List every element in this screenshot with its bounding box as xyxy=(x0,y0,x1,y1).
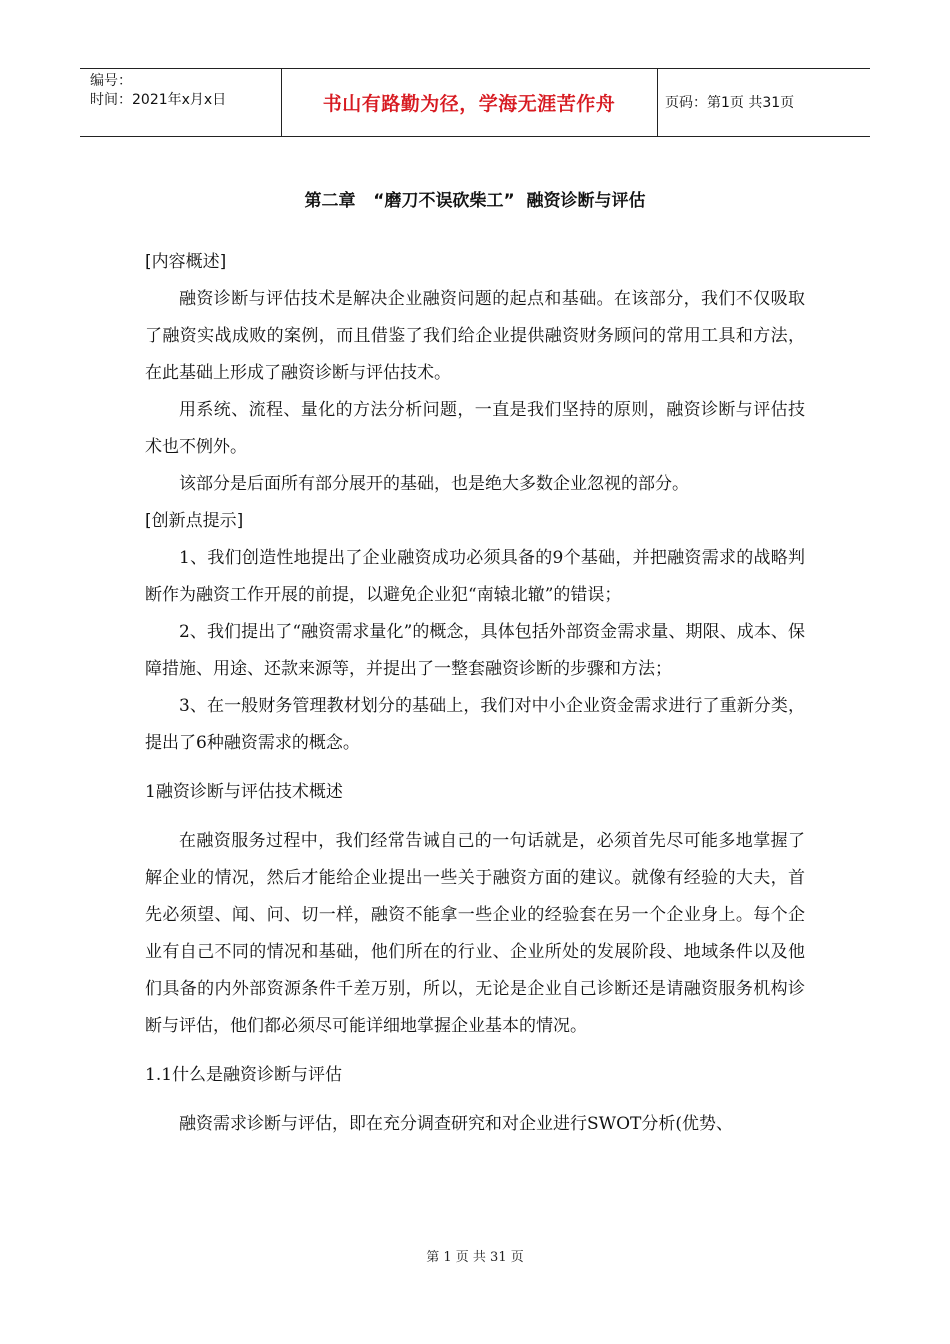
overview-paragraph: 用系统、流程、量化的方法分析问题，一直是我们坚持的原则，融资诊断与评估技术也不例外。 xyxy=(145,400,805,457)
innovation-paragraph: 3、在一般财务管理教材划分的基础上，我们对中小企业资金需求进行了重新分类，提出了6种融资需求的概念。 xyxy=(145,696,805,753)
header-motto: 书山有路勤为径，学海无涯苦作舟 xyxy=(322,92,616,115)
header-divider xyxy=(657,68,658,136)
chapter-title: 第二章 “磨刀不误砍柴工” 融资诊断与评估 xyxy=(304,191,646,211)
section-1-paragraph: 在融资服务过程中，我们经常告诫自己的一句话就是，必须首先尽可能多地掌握了解企业的情况，然后才能给企业提出一些关于融资方面的建议。就像有经验的大夫，首先必须望、闻、问、切一样，融资不能拿一些企业的经验套在另一个企业身上。每个企业有自己不同的情况和基础，他们所在的行业、企业所处的发展阶段、地域条件以及他们具备的内外部资源条件千差万别，所以，无论是企业自己诊断还是请融资服务机构诊断与评估，他们都必须尽可能详细地掌握企业基本的情况。 xyxy=(145,831,805,1036)
overview-section-label: [内容概述] xyxy=(145,252,227,272)
overview-paragraph: 融资诊断与评估技术是解决企业融资问题的起点和基础。在该部分，我们不仅吸取了融资实战成败的案例，而且借鉴了我们给企业提供融资财务顾问的常用工具和方法，在此基础上形成了融资诊断与评估技术。 xyxy=(145,289,805,383)
overview-paragraph: 该部分是后面所有部分展开的基础，也是绝大多数企业忽视的部分。 xyxy=(179,474,689,494)
document-body xyxy=(145,244,805,1143)
section-heading-1: 1融资诊断与评估技术概述 xyxy=(145,782,343,802)
document-time-label: 时间：2021年x月x日 xyxy=(90,92,227,108)
innovation-section-label: [创新点提示] xyxy=(145,511,244,531)
header-bottom-rule xyxy=(80,136,870,137)
innovation-paragraph: 2、我们提出了“融资需求量化”的概念，具体包括外部资金需求量、期限、成本、保障措施、用途、还款来源等，并提出了一整套融资诊断的步骤和方法； xyxy=(145,622,805,679)
document-number-label: 编号： xyxy=(90,73,132,89)
header-meta xyxy=(90,72,226,110)
section-1-1-paragraph: 融资需求诊断与评估，即在充分调查研究和对企业进行SWOT分析(优势、 xyxy=(179,1114,734,1134)
section-heading-1-1: 1.1什么是融资诊断与评估 xyxy=(145,1065,343,1085)
header-page-info: 页码：第1页 共31页 xyxy=(665,95,795,111)
page-footer: 第 1 页 共 31 页 xyxy=(426,1250,524,1265)
innovation-paragraph: 1、我们创造性地提出了企业融资成功必须具备的9个基础，并把融资需求的战略判断作为融资工作开展的前提，以避免企业犯“南辕北辙”的错误； xyxy=(145,548,805,605)
